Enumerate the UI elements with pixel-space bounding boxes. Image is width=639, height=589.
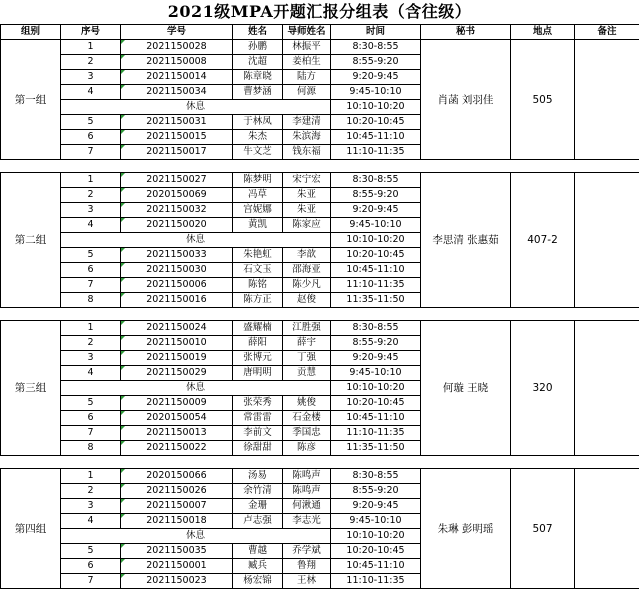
advisor-cell: 丁强 [283, 351, 331, 366]
time-cell: 10:45-11:10 [331, 411, 421, 426]
time-cell: 8:55-9:20 [331, 188, 421, 203]
advisor-cell: 李志光 [283, 514, 331, 529]
student-id-cell: 2021150008 [121, 55, 233, 70]
student-id-cell: 2021150020 [121, 218, 233, 233]
advisor-cell: 何源 [283, 85, 331, 100]
time-cell: 10:20-10:45 [331, 115, 421, 130]
time-cell: 9:20-9:45 [331, 351, 421, 366]
time-cell: 10:20-10:45 [331, 544, 421, 559]
schedule-table [0, 24, 639, 589]
no-cell: 1 [61, 40, 121, 55]
time-cell: 11:10-11:35 [331, 574, 421, 589]
break-label-cell: 休息 [61, 529, 331, 544]
time-cell: 9:45-10:10 [331, 85, 421, 100]
time-cell: 10:10-10:20 [331, 529, 421, 544]
student-name-cell: 陈章晓 [233, 70, 283, 85]
no-cell: 3 [61, 499, 121, 514]
time-cell: 9:45-10:10 [331, 514, 421, 529]
student-name-cell: 盛耀楠 [233, 321, 283, 336]
student-name-cell: 曹越 [233, 544, 283, 559]
student-id-cell: 2021150013 [121, 426, 233, 441]
time-cell: 10:45-11:10 [331, 559, 421, 574]
no-cell: 1 [61, 321, 121, 336]
time-cell: 9:20-9:45 [331, 499, 421, 514]
advisor-cell: 陈家应 [283, 218, 331, 233]
no-cell: 6 [61, 411, 121, 426]
location-cell: 507 [511, 469, 575, 589]
student-name-cell: 金珊 [233, 499, 283, 514]
time-cell: 9:20-9:45 [331, 203, 421, 218]
advisor-cell: 陈彦 [283, 441, 331, 456]
header-location: 地点 [511, 25, 575, 40]
advisor-cell: 赵俊 [283, 293, 331, 308]
group-spacer [1, 308, 639, 321]
no-cell: 5 [61, 115, 121, 130]
time-cell: 11:10-11:35 [331, 145, 421, 160]
no-cell: 5 [61, 544, 121, 559]
page-title: 2021级MPA开题汇报分组表（含往级） [0, 0, 639, 24]
no-cell: 7 [61, 426, 121, 441]
student-name-cell: 朱杰 [233, 130, 283, 145]
student-name-cell: 卢志强 [233, 514, 283, 529]
advisor-cell: 陈鸣声 [283, 469, 331, 484]
student-id-cell: 2021150023 [121, 574, 233, 589]
time-cell: 10:45-11:10 [331, 263, 421, 278]
student-id-cell: 2020150054 [121, 411, 233, 426]
no-cell: 3 [61, 203, 121, 218]
student-name-cell: 宫妮娜 [233, 203, 283, 218]
advisor-cell: 陈鸣声 [283, 484, 331, 499]
student-name-cell: 沈超 [233, 55, 283, 70]
no-cell: 1 [61, 469, 121, 484]
student-id-cell: 2021150033 [121, 248, 233, 263]
header-student-id: 学号 [121, 25, 233, 40]
advisor-cell: 薛宇 [283, 336, 331, 351]
spacer-cell [1, 456, 639, 469]
advisor-cell: 李建清 [283, 115, 331, 130]
student-id-cell: 2020150066 [121, 469, 233, 484]
no-cell: 2 [61, 484, 121, 499]
break-label-cell: 休息 [61, 381, 331, 396]
group-name-cell: 第四组 [1, 469, 61, 589]
no-cell: 4 [61, 514, 121, 529]
student-id-cell: 2021150028 [121, 40, 233, 55]
student-name-cell: 薛阳 [233, 336, 283, 351]
table-body [1, 40, 639, 589]
time-cell: 10:20-10:45 [331, 248, 421, 263]
remark-cell [575, 321, 639, 456]
time-cell: 10:45-11:10 [331, 130, 421, 145]
time-cell: 11:35-11:50 [331, 441, 421, 456]
time-cell: 9:45-10:10 [331, 366, 421, 381]
student-id-cell: 2021150014 [121, 70, 233, 85]
time-cell: 10:10-10:20 [331, 100, 421, 115]
advisor-cell: 何湫通 [283, 499, 331, 514]
secretary-cell: 李思清 张惠茹 [421, 173, 511, 308]
header-advisor: 导师姓名 [283, 25, 331, 40]
advisor-cell: 姚俊 [283, 396, 331, 411]
time-cell: 9:20-9:45 [331, 70, 421, 85]
time-cell: 10:10-10:20 [331, 381, 421, 396]
remark-cell [575, 173, 639, 308]
group-name-cell: 第三组 [1, 321, 61, 456]
student-name-cell: 牛文芝 [233, 145, 283, 160]
no-cell: 6 [61, 559, 121, 574]
student-id-cell: 2021150007 [121, 499, 233, 514]
student-name-cell: 汤易 [233, 469, 283, 484]
advisor-cell: 江胜强 [283, 321, 331, 336]
header-time: 时间 [331, 25, 421, 40]
student-name-cell: 臧兵 [233, 559, 283, 574]
advisor-cell: 邵海亚 [283, 263, 331, 278]
student-id-cell: 2021150001 [121, 559, 233, 574]
advisor-cell: 林振平 [283, 40, 331, 55]
student-id-cell: 2021150010 [121, 336, 233, 351]
student-id-cell: 2021150030 [121, 263, 233, 278]
table-row [1, 321, 639, 336]
header-secretary: 秘书 [421, 25, 511, 40]
header-row [1, 25, 639, 40]
student-name-cell: 石文玉 [233, 263, 283, 278]
no-cell: 2 [61, 55, 121, 70]
student-id-cell: 2021150015 [121, 130, 233, 145]
table-row [1, 469, 639, 484]
time-cell: 8:30-8:55 [331, 321, 421, 336]
advisor-cell: 朱亚 [283, 203, 331, 218]
no-cell: 3 [61, 70, 121, 85]
student-name-cell: 杨宏锦 [233, 574, 283, 589]
advisor-cell: 王林 [283, 574, 331, 589]
student-id-cell: 2021150035 [121, 544, 233, 559]
no-cell: 8 [61, 441, 121, 456]
advisor-cell: 陆方 [283, 70, 331, 85]
student-id-cell: 2021150006 [121, 278, 233, 293]
student-id-cell: 2021150031 [121, 115, 233, 130]
student-name-cell: 陈梦明 [233, 173, 283, 188]
remark-cell [575, 40, 639, 160]
location-cell: 407-2 [511, 173, 575, 308]
student-name-cell: 张博元 [233, 351, 283, 366]
header-group: 组别 [1, 25, 61, 40]
no-cell: 6 [61, 130, 121, 145]
no-cell: 1 [61, 173, 121, 188]
time-cell: 11:10-11:35 [331, 278, 421, 293]
time-cell: 8:30-8:55 [331, 173, 421, 188]
secretary-cell: 肖菡 刘羽佳 [421, 40, 511, 160]
spacer-cell [1, 160, 639, 173]
no-cell: 2 [61, 336, 121, 351]
time-cell: 8:55-9:20 [331, 55, 421, 70]
time-cell: 9:45-10:10 [331, 218, 421, 233]
group-name-cell: 第一组 [1, 40, 61, 160]
spacer-cell [1, 308, 639, 321]
student-name-cell: 李前文 [233, 426, 283, 441]
advisor-cell: 朱亚 [283, 188, 331, 203]
advisor-cell: 姜柏生 [283, 55, 331, 70]
time-cell: 11:10-11:35 [331, 426, 421, 441]
no-cell: 4 [61, 85, 121, 100]
student-name-cell: 陈方正 [233, 293, 283, 308]
time-cell: 8:30-8:55 [331, 469, 421, 484]
no-cell: 2 [61, 188, 121, 203]
time-cell: 11:35-11:50 [331, 293, 421, 308]
student-id-cell: 2021150018 [121, 514, 233, 529]
student-id-cell: 2021150029 [121, 366, 233, 381]
advisor-cell: 李歆 [283, 248, 331, 263]
no-cell: 3 [61, 351, 121, 366]
break-label-cell: 休息 [61, 100, 331, 115]
advisor-cell: 陈少凡 [283, 278, 331, 293]
advisor-cell: 宋宁宏 [283, 173, 331, 188]
time-cell: 8:30-8:55 [331, 40, 421, 55]
student-id-cell: 2021150027 [121, 173, 233, 188]
student-name-cell: 冯草 [233, 188, 283, 203]
header-no: 序号 [61, 25, 121, 40]
student-id-cell: 2021150026 [121, 484, 233, 499]
header-name: 姓名 [233, 25, 283, 40]
location-cell: 320 [511, 321, 575, 456]
time-cell: 10:20-10:45 [331, 396, 421, 411]
time-cell: 8:55-9:20 [331, 336, 421, 351]
student-id-cell: 2021150009 [121, 396, 233, 411]
advisor-cell: 季国忠 [283, 426, 331, 441]
no-cell: 6 [61, 263, 121, 278]
no-cell: 5 [61, 248, 121, 263]
student-id-cell: 2021150022 [121, 441, 233, 456]
secretary-cell: 何璇 王晓 [421, 321, 511, 456]
group-spacer [1, 160, 639, 173]
time-cell: 8:55-9:20 [331, 484, 421, 499]
student-name-cell: 唐明明 [233, 366, 283, 381]
student-id-cell: 2021150024 [121, 321, 233, 336]
table-row [1, 173, 639, 188]
header-remark: 备注 [575, 25, 639, 40]
advisor-cell: 朱滨海 [283, 130, 331, 145]
advisor-cell: 乔学斌 [283, 544, 331, 559]
no-cell: 4 [61, 366, 121, 381]
remark-cell [575, 469, 639, 589]
group-spacer [1, 456, 639, 469]
student-name-cell: 徐甜甜 [233, 441, 283, 456]
no-cell: 8 [61, 293, 121, 308]
student-name-cell: 曹梦涵 [233, 85, 283, 100]
no-cell: 7 [61, 278, 121, 293]
no-cell: 4 [61, 218, 121, 233]
student-name-cell: 陈铭 [233, 278, 283, 293]
student-id-cell: 2021150016 [121, 293, 233, 308]
student-name-cell: 余竹清 [233, 484, 283, 499]
student-id-cell: 2021150034 [121, 85, 233, 100]
student-name-cell: 于林凤 [233, 115, 283, 130]
advisor-cell: 石金楼 [283, 411, 331, 426]
student-name-cell: 常雷雷 [233, 411, 283, 426]
no-cell: 5 [61, 396, 121, 411]
student-name-cell: 孙鹏 [233, 40, 283, 55]
student-name-cell: 黄凯 [233, 218, 283, 233]
no-cell: 7 [61, 145, 121, 160]
advisor-cell: 鲁翔 [283, 559, 331, 574]
student-id-cell: 2021150019 [121, 351, 233, 366]
no-cell: 7 [61, 574, 121, 589]
group-name-cell: 第二组 [1, 173, 61, 308]
table-row [1, 40, 639, 55]
secretary-cell: 朱琳 彭明瑶 [421, 469, 511, 589]
student-name-cell: 朱艳虹 [233, 248, 283, 263]
student-id-cell: 2021150032 [121, 203, 233, 218]
advisor-cell: 贡慧 [283, 366, 331, 381]
advisor-cell: 钱东福 [283, 145, 331, 160]
student-name-cell: 张荣秀 [233, 396, 283, 411]
time-cell: 10:10-10:20 [331, 233, 421, 248]
break-label-cell: 休息 [61, 233, 331, 248]
student-id-cell: 2021150017 [121, 145, 233, 160]
location-cell: 505 [511, 40, 575, 160]
student-id-cell: 2020150069 [121, 188, 233, 203]
